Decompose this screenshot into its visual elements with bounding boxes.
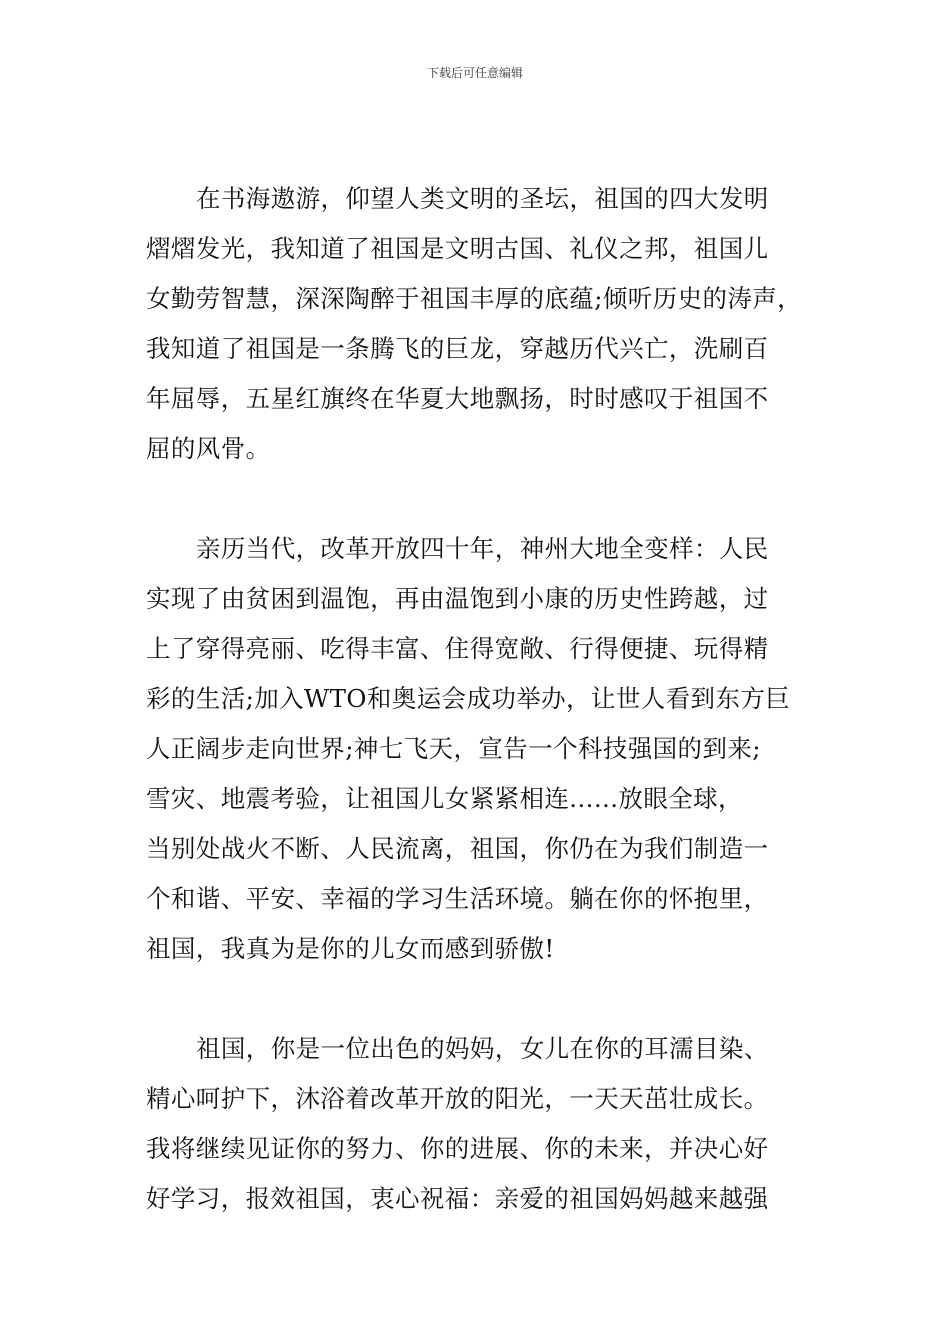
paragraph-line: 实现了由贫困到温饱，再由温饱到小康的历史性跨越，过	[146, 584, 769, 613]
paragraph-line: 彩的生活;加入WTO和奥运会成功举办，让世人看到东方巨	[146, 684, 791, 713]
paragraph-line: 雪灾、地震考验，让祖国儿女紧紧相连......放眼全球，	[146, 784, 743, 813]
paragraph-line: 祖国，你是一位出色的妈妈，女儿在你的耳濡目染、	[196, 1034, 769, 1063]
paragraph-line: 屈的风骨。	[146, 434, 271, 463]
paragraph-line: 好学习，报效祖国，衷心祝福：亲爱的祖国妈妈越来越强	[146, 1184, 769, 1213]
paragraph-line: 女勤劳智慧，深深陶醉于祖国丰厚的底蕴;倾听历史的涛声，	[146, 284, 803, 313]
paragraph-line: 精心呵护下，沐浴着改革开放的阳光，一天天茁壮成长。	[146, 1084, 769, 1113]
paragraph-line: 上了穿得亮丽、吃得丰富、住得宽敞、行得便捷、玩得精	[146, 634, 769, 663]
paragraph-line: 在书海遨游，仰望人类文明的圣坛，祖国的四大发明	[196, 184, 769, 213]
paragraph-line: 当别处战火不断、人民流离，祖国，你仍在为我们制造一	[146, 834, 769, 863]
paragraph-line: 亲历当代，改革开放四十年，神州大地全变样：人民	[196, 534, 769, 563]
paragraph-line: 我将继续见证你的努力、你的进展、你的未来，并决心好	[146, 1134, 769, 1163]
paragraph-line: 个和谐、平安、幸福的学习生活环境。躺在你的怀抱里，	[146, 884, 769, 913]
page-header: 下载后可任意编辑	[426, 66, 523, 80]
paragraph-line: 我知道了祖国是一条腾飞的巨龙，穿越历代兴亡，洗刷百	[146, 334, 769, 363]
paragraph-line: 熠熠发光，我知道了祖国是文明古国、礼仪之邦，祖国儿	[146, 234, 769, 263]
paragraph-line: 祖国，我真为是你的儿女而感到骄傲!	[146, 934, 555, 963]
paragraph-line: 人正阔步走向世界;神七飞天，宣告一个科技强国的到来;	[146, 734, 761, 763]
paragraph-line: 年屈辱，五星红旗终在华夏大地飘扬，时时感叹于祖国不	[146, 384, 769, 413]
